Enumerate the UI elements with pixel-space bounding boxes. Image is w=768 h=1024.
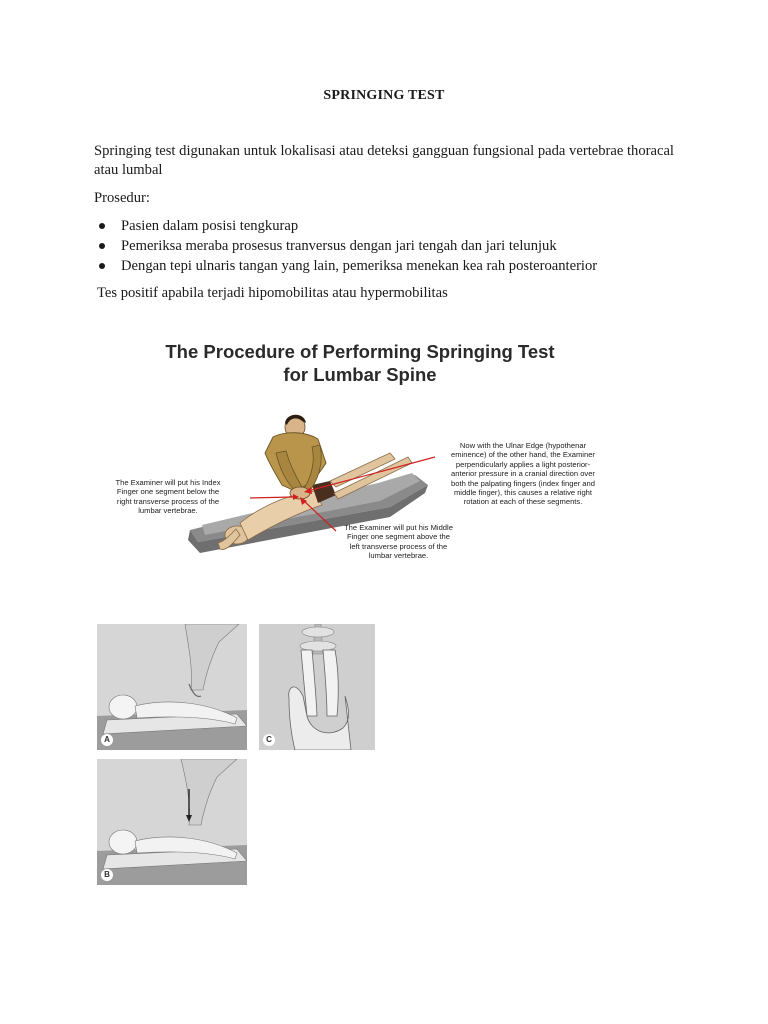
prosedur-label: Prosedur: bbox=[94, 190, 150, 206]
figure-title-line2: for Lumbar Spine bbox=[283, 364, 437, 385]
bullet-icon bbox=[99, 243, 105, 249]
bullet-icon bbox=[99, 223, 105, 229]
list-item: Pemeriksa meraba prosesus tranversus dengan jari tengah dan jari telunjuk bbox=[94, 236, 694, 256]
note-ulnar-edge: Now with the Ulnar Edge (hypothenar eminence) of the other hand, the Examiner perpendicularly applies a light posterior- anterior pressure in a cranial direction over both the palpating fingers (index finger and middle finger), this causes a relative right rotation at each of these segments. bbox=[451, 441, 595, 507]
photo-b-illustration bbox=[97, 759, 247, 885]
bullet-icon bbox=[99, 263, 105, 269]
photo-c-illustration bbox=[259, 624, 375, 750]
figure-title-line1: The Procedure of Performing Springing Test bbox=[165, 341, 555, 362]
note-index-finger: The Examiner will put his Index Finger one segment below the right transverse process of the lumbar vertebrae. bbox=[115, 478, 221, 516]
photo-label-c: C bbox=[263, 734, 275, 746]
procedure-figure bbox=[90, 335, 630, 595]
photo-a-illustration bbox=[97, 624, 247, 750]
photo-panel-a bbox=[97, 624, 247, 750]
procedure-list bbox=[94, 216, 694, 276]
photo-panel-c bbox=[259, 624, 375, 750]
page-title: SPRINGING TEST bbox=[323, 88, 445, 103]
conclusion-text: Tes positif apabila terjadi hipomobilitas atau hypermobilitas bbox=[97, 285, 448, 301]
list-item: Dengan tepi ulnaris tangan yang lain, pemeriksa menekan kea rah posteroanterior bbox=[94, 256, 694, 276]
photo-panel-b bbox=[97, 759, 247, 885]
photo-label-b: B bbox=[101, 869, 113, 881]
intro-paragraph: Springing test digunakan untuk lokalisasi atau deteksi gangguan fungsional pada vertebrae thoracal atau lumbal bbox=[94, 143, 674, 178]
note-middle-finger: The Examiner will put his Middle Finger one segment above the left transverse process of the lumbar vertebrae. bbox=[344, 523, 453, 561]
photo-label-a: A bbox=[101, 734, 113, 746]
list-item: Pasien dalam posisi tengkurap bbox=[94, 216, 694, 236]
